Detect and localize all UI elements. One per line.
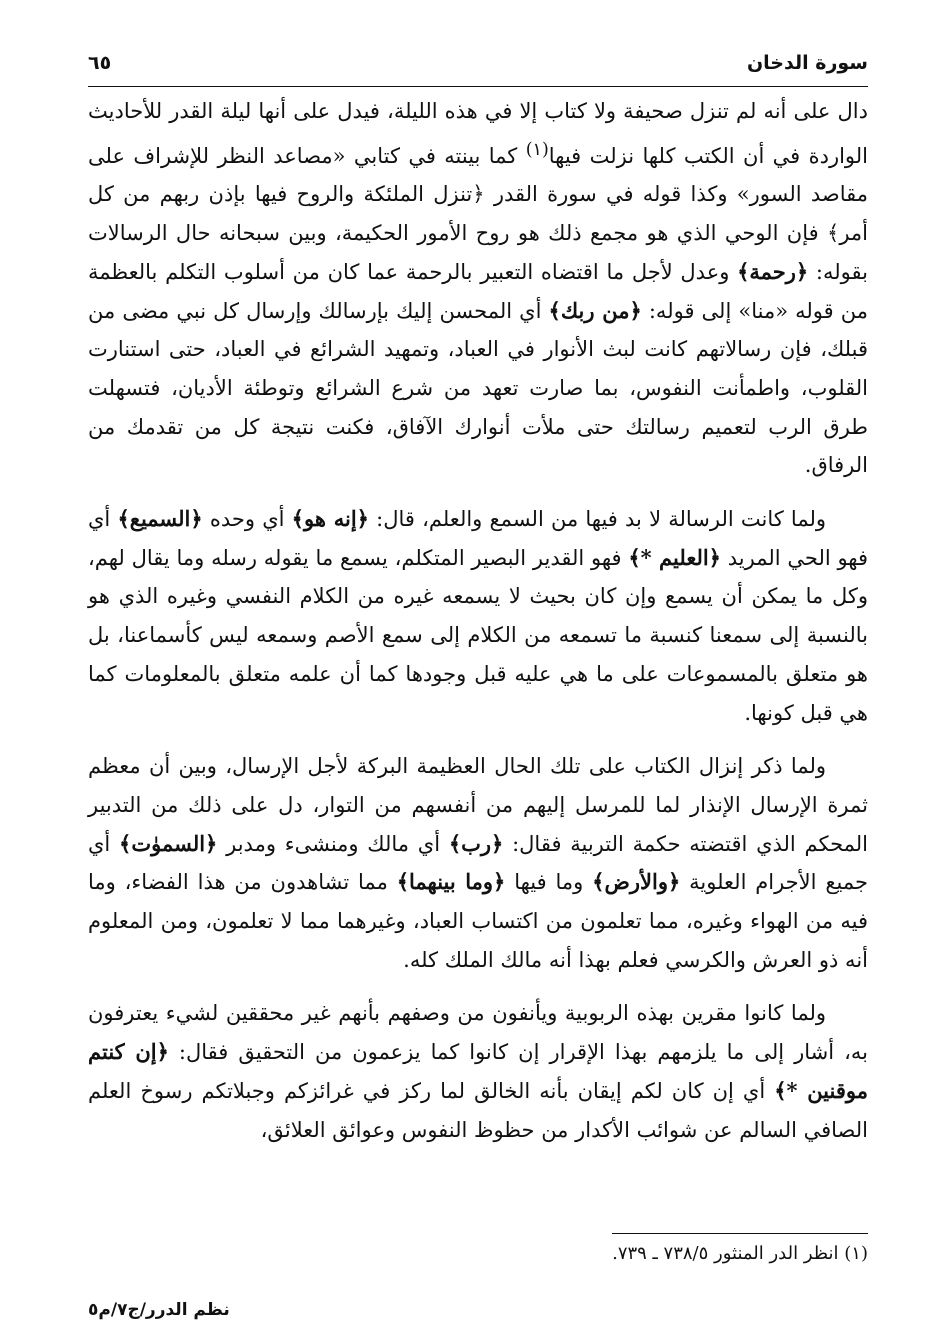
page-header [88, 46, 868, 86]
text-segment: مما تشاهدون من هذا الفضاء، وما فيه من الهواء وغيره، مما تعلمون من اكتساب العباد، وغيرهما مما لا تعلمون، ومن المعلوم أنه ذو العرش والكرسي فعلم بهذا أنه مالك الملك كله. [88, 870, 868, 972]
quran-verse: ﴿السموٰت﴾ [119, 830, 218, 856]
surah-title: سورة الدخان [746, 52, 868, 74]
quran-verse: ﴿إنه هو﴾ [291, 506, 369, 532]
text-segment: فهو القدير البصير المتكلم، يسمع ما يقوله رسله وما يقال لهم، وكل ما يمكن أن يسمع وإن كان بحيث لا يسمعه غيره من الكلام النفسي وغيره الذي هو بالنسبة إلى سمعنا كنسبة ما تسمعه من الكلام إلى سمع الأصم وسمعه ليس كأسماعنا، بل هو متعلق بالمسموعات على ما هي عليه قبل وجودها كما أن علمه متعلق بالمعلومات كما هي قبل كونها. [88, 545, 868, 725]
text-segment: أي مالك ومنشىء ومدبر [217, 831, 449, 856]
header-divider [88, 86, 868, 87]
text-segment: وعدل لأجل ما اقتضاه التعبير بالرحمة عما كان من أسلوب التكلم بالعظمة من قوله «منا» إلى قوله: [88, 259, 868, 323]
text-segment: كما بينته في كتابي «مصاعد النظر للإشراف على مقاصد السور» وكذا قوله في سورة القدر [88, 143, 868, 207]
text-segment: أي وحده [202, 507, 292, 532]
quran-verse: ﴿والأرض﴾ [592, 869, 681, 895]
page-number: ٦٥ [88, 52, 112, 74]
text-segment: وما فيها [505, 870, 593, 895]
text-segment: ولما كانوا مقرين بهذه الربوبية ويأنفون من وصفهم بأنهم غير محققين لشيء يعترفون به، أشار إلى ما يلزمهم بهذا الإقرار إن كانوا كما يزعمون من التحقيق فقال: [88, 1001, 868, 1065]
text-segment: أي المحسن إليك بإرسالك وإرسال كل نبي مضى من قبلك، فإن رسالاتهم كانت لبث الأنوار في العباد، وتمهيد الشرائع في العباد، حتى استنارت القلوب، واطمأنت النفوس، بما صارت تعهد من شرع الشرائع وتوطئة الأديان، فتسهلت طرق الرب لتعميم رسالتك حتى ملأت أنوارك الآفاق، فكنت نتيجة كل من تقدمك من الرفاق. [88, 298, 868, 478]
main-text [88, 92, 868, 1149]
paragraph [88, 994, 868, 1149]
paragraph [88, 92, 868, 485]
text-segment: أي إن كان لكم إيقان بأنه الخالق لما ركز في غرائزكم وجبلاتكم رسوخ العلم الصافي السالم عن شوائب الأكدار من حظوظ النفوس وعوائق العلائق، [88, 1078, 868, 1142]
text-segment: دال على أنه لم تنزل صحيفة ولا كتاب إلا في هذه الليلة، فيدل على أنها ليلة القدر للأحاديث الواردة في أن الكتب كلها نزلت فيها [88, 99, 868, 168]
paragraph [88, 747, 868, 979]
text-segment: أي فهو الحي المريد [88, 507, 869, 570]
footnote-divider [612, 1233, 868, 1234]
footnote-marker: (١) [525, 139, 549, 160]
quran-verse: ﴿رب﴾ [448, 830, 504, 856]
quran-verse: ﴿السميع﴾ [117, 506, 203, 532]
text-segment: ﴿تنزل الملئكة والروح فيها بإذن ربهم من كل أمر﴾ [88, 182, 868, 246]
text-segment: أي جميع الأجرام العلوية [88, 831, 868, 895]
footnote: (١) انظر الدر المنثور ٧٣٨/٥ ـ ٧٣٩. [612, 1243, 868, 1264]
quran-verse: ﴿العليم *﴾ [628, 544, 721, 570]
quran-verse: ﴿وما بينهما﴾ [396, 869, 506, 895]
quran-verse: ﴿من ربك﴾ [548, 297, 642, 323]
text-segment: ولما ذكر إنزال الكتاب على تلك الحال العظيمة البركة لأجل الإرسال، وبين أن معظم ثمرة الإرسال الإنذار لما للمرسل إليهم من أنفسهم من التوار، دل على ذلك من التدبير المحكم الذي اقتضته حكمة التربية فقال: [88, 754, 869, 856]
paragraph [88, 500, 868, 732]
quran-verse: ﴿رحمة﴾ [737, 258, 809, 284]
text-segment: فإن الوحي الذي هو مجمع ذلك هو روح الأمور الحكيمة، وبين سبحانه حال الرسالات بقوله: [88, 221, 868, 284]
quran-verse: ﴿إن كنتم موقنين *﴾ [88, 1039, 868, 1103]
text-segment: ولما كانت الرسالة لا بد فيها من السمع والعلم، قال: [368, 507, 827, 532]
signature-mark: نظم الدرر/ج٧/م٥ [88, 1300, 230, 1320]
